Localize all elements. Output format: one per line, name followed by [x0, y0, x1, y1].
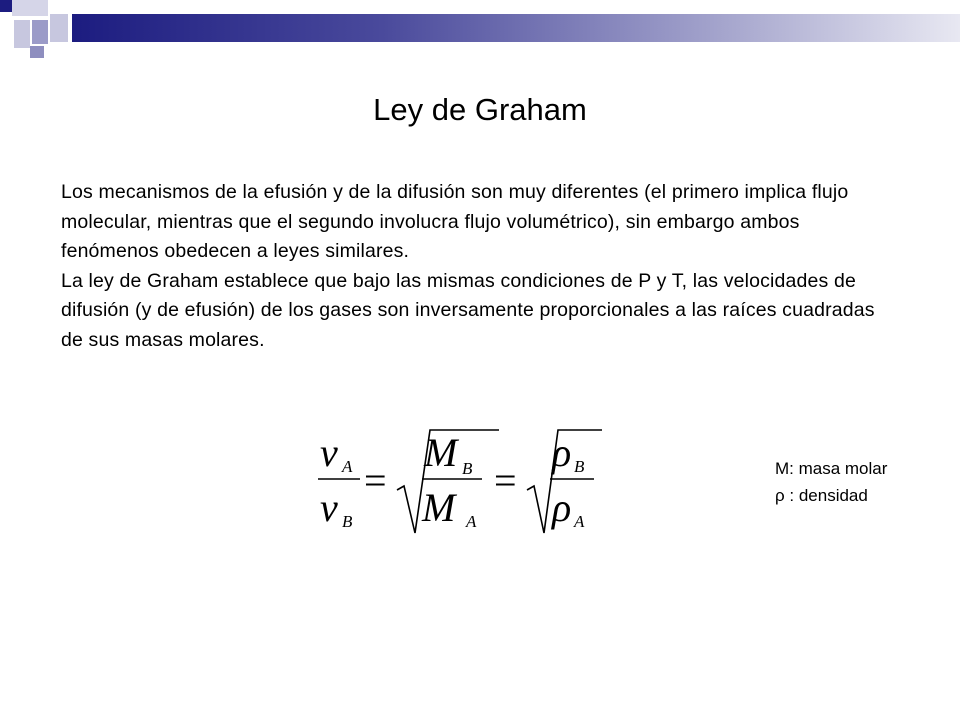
header-square — [50, 14, 68, 42]
header-square — [0, 0, 12, 12]
header-gradient-bar — [72, 14, 960, 42]
legend-densidad: ρ : densidad — [775, 486, 868, 505]
formula-equals-1: = — [364, 458, 387, 503]
slide-body — [61, 178, 901, 355]
formula-m-top: M — [424, 430, 458, 475]
graham-formula — [312, 428, 612, 538]
formula-rho-top: ρ — [552, 430, 572, 475]
paragraph-efusion-difusion: Los mecanismos de la efusión y de la difusión son muy diferentes (el primero implica flujo molecular, mientras que el segundo involucra flujo volumétrico), sin embargo ambos fenómenos obedecen a leyes similares. — [61, 181, 849, 262]
formula-m-bottom: M — [422, 485, 456, 530]
formula-sub-b-rho: B — [574, 457, 585, 476]
formula-legend — [775, 455, 887, 509]
header-square — [32, 20, 48, 44]
paragraph-ley-graham: La ley de Graham establece que bajo las mismas condiciones de P y T, las velocidades de difusión (y de efusión) de los gases son inversamente proporcionales a las raíces cuadradas de sus masas molares. — [61, 269, 875, 351]
formula-rho-bottom: ρ — [552, 485, 572, 530]
formula-v-bottom: v — [320, 485, 338, 530]
formula-sub-b-bottom: B — [342, 512, 353, 531]
formula-svg — [312, 428, 612, 538]
formula-sub-a-rho: A — [574, 512, 585, 531]
formula-sub-a-m: A — [466, 512, 477, 531]
formula-sub-a-top: A — [342, 457, 353, 476]
formula-equals-2: = — [494, 458, 517, 503]
formula-v-top: v — [320, 430, 338, 475]
header-square — [30, 46, 44, 58]
slide-title: Ley de Graham — [373, 92, 587, 127]
header-square — [48, 0, 66, 12]
header-square — [12, 0, 48, 16]
legend-masa-molar: M: masa molar — [775, 459, 888, 478]
header-square — [14, 20, 30, 48]
formula-sub-b-m: B — [462, 459, 473, 478]
